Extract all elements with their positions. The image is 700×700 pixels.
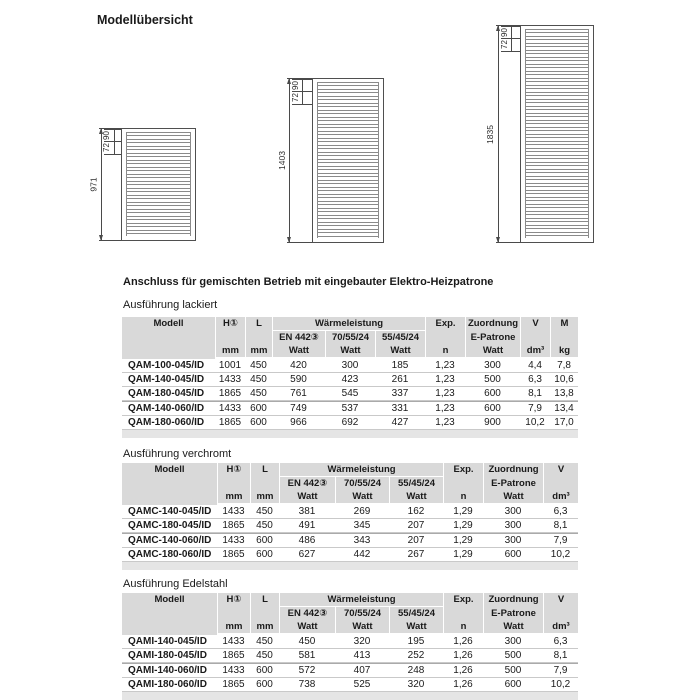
radiator-tubes — [525, 29, 589, 238]
model-cell: QAMI-180-060/ID — [122, 678, 217, 692]
table-title-verchromt: Ausführung verchromt — [123, 448, 232, 460]
unit-watt: Watt — [279, 620, 335, 635]
value-cell: 581 — [279, 649, 335, 663]
value-cell: 1,29 — [443, 519, 483, 533]
unit-mm: mm — [250, 490, 279, 505]
value-cell: 345 — [335, 519, 389, 533]
table-header — [122, 463, 578, 505]
table-title-edelstahl: Ausführung Edelstahl — [123, 578, 228, 590]
value-cell: 600 — [245, 401, 272, 416]
value-cell: 450 — [245, 359, 272, 373]
dimension-tick — [501, 51, 520, 52]
value-cell: 1,23 — [425, 359, 465, 373]
col-header-705524: 70/55/24 — [335, 607, 389, 620]
unit-n: n — [443, 620, 483, 635]
height-dimension-line — [498, 25, 499, 243]
table-row — [122, 359, 578, 373]
value-cell: 427 — [375, 416, 425, 430]
sub-dimension-line — [511, 26, 512, 52]
spec-table-verchromt — [122, 463, 578, 570]
value-cell: 413 — [335, 649, 389, 663]
footer-band — [122, 562, 578, 570]
value-cell: 7,9 — [543, 663, 578, 678]
value-cell: 1,26 — [443, 635, 483, 649]
col-header-waermeleistung: Wärmeleistung — [272, 317, 425, 331]
arrow-down-icon — [99, 235, 103, 241]
dimension-tick — [501, 38, 520, 39]
dim-90-label: 90 — [290, 81, 300, 90]
value-cell: 207 — [389, 533, 443, 548]
dimension-tick — [104, 141, 121, 142]
col-header-zuordnung: Zuordnung — [483, 593, 543, 607]
value-cell: 8,1 — [543, 649, 578, 663]
value-cell: 207 — [389, 519, 443, 533]
value-cell: 500 — [465, 373, 520, 387]
value-cell: 1865 — [217, 519, 250, 533]
value-cell: 600 — [250, 663, 279, 678]
value-cell: 420 — [272, 359, 325, 373]
section-heading: Anschluss für gemischten Betrieb mit eingebauter Elektro-Heizpatrone — [123, 276, 494, 288]
value-cell: 248 — [389, 663, 443, 678]
value-cell: 261 — [375, 373, 425, 387]
value-cell: 761 — [272, 387, 325, 401]
col-header-h: H① — [217, 463, 250, 490]
footer-band — [122, 692, 578, 700]
col-header-h: H① — [217, 593, 250, 620]
value-cell: 300 — [483, 519, 543, 533]
value-cell: 10,2 — [520, 416, 550, 430]
unit-watt: Watt — [335, 490, 389, 505]
value-cell: 195 — [389, 635, 443, 649]
col-header-waermeleistung: Wärmeleistung — [279, 463, 443, 477]
value-cell: 1865 — [217, 649, 250, 663]
unit-dm3: dm³ — [543, 490, 578, 505]
value-cell: 185 — [375, 359, 425, 373]
sub-dimension-line — [114, 129, 115, 155]
dim-height-label: 1835 — [484, 125, 495, 144]
value-cell: 749 — [272, 401, 325, 416]
unit-dm3: dm³ — [543, 620, 578, 635]
footer-band — [122, 430, 578, 438]
value-cell: 1,23 — [425, 373, 465, 387]
radiator-body — [520, 25, 594, 243]
value-cell: 13,4 — [550, 401, 578, 416]
col-header-554524: 55/45/24 — [389, 477, 443, 490]
value-cell: 8,1 — [543, 519, 578, 533]
value-cell: 343 — [335, 533, 389, 548]
value-cell: 7,9 — [543, 533, 578, 548]
value-cell: 738 — [279, 678, 335, 692]
value-cell: 300 — [325, 359, 375, 373]
value-cell: 320 — [335, 635, 389, 649]
value-cell: 900 — [465, 416, 520, 430]
value-cell: 600 — [250, 533, 279, 548]
model-cell: QAMC-180-045/ID — [122, 519, 217, 533]
col-header-modell: Modell — [122, 463, 217, 505]
col-header-l: L — [245, 317, 272, 344]
value-cell: 590 — [272, 373, 325, 387]
unit-mm: mm — [217, 620, 250, 635]
value-cell: 537 — [325, 401, 375, 416]
col-header-epatrone: E-Patrone — [483, 607, 543, 620]
value-cell: 267 — [389, 548, 443, 562]
col-header-exp: Exp. — [443, 593, 483, 620]
unit-kg: kg — [550, 344, 578, 359]
value-cell: 7,8 — [550, 359, 578, 373]
col-header-705524: 70/55/24 — [335, 477, 389, 490]
value-cell: 7,9 — [520, 401, 550, 416]
col-header-exp: Exp. — [425, 317, 465, 344]
value-cell: 442 — [335, 548, 389, 562]
value-cell: 17,0 — [550, 416, 578, 430]
value-cell: 381 — [279, 505, 335, 519]
col-header-en442: EN 442③ — [279, 477, 335, 490]
value-cell: 1,23 — [425, 401, 465, 416]
unit-mm: mm — [245, 344, 272, 359]
value-cell: 407 — [335, 663, 389, 678]
model-cell: QAM-140-060/ID — [122, 401, 215, 416]
value-cell: 1,26 — [443, 663, 483, 678]
value-cell: 450 — [279, 635, 335, 649]
unit-watt: Watt — [389, 490, 443, 505]
value-cell: 450 — [250, 505, 279, 519]
dimension-tick — [104, 154, 121, 155]
col-header-waermeleistung: Wärmeleistung — [279, 593, 443, 607]
dim-72-label: 72 — [101, 143, 111, 152]
table-row — [122, 663, 578, 678]
table-row — [122, 533, 578, 548]
col-header-exp: Exp. — [443, 463, 483, 490]
page-title: Modellübersicht — [97, 13, 193, 27]
model-cell: QAMC-140-060/ID — [122, 533, 217, 548]
value-cell: 10,2 — [543, 548, 578, 562]
model-cell: QAM-140-045/ID — [122, 373, 215, 387]
unit-watt: Watt — [375, 344, 425, 359]
value-cell: 1,26 — [443, 678, 483, 692]
col-header-v: V — [520, 317, 550, 344]
model-cell: QAMI-140-060/ID — [122, 663, 217, 678]
value-cell: 692 — [325, 416, 375, 430]
unit-n: n — [425, 344, 465, 359]
arrow-down-icon — [287, 237, 291, 243]
col-header-epatrone: E-Patrone — [483, 477, 543, 490]
col-header-v: V — [543, 463, 578, 490]
col-header-554524: 55/45/24 — [375, 331, 425, 344]
radiator-tubes — [126, 132, 191, 236]
value-cell: 1865 — [215, 387, 245, 401]
col-header-modell: Modell — [122, 317, 215, 359]
model-cell: QAM-100-045/ID — [122, 359, 215, 373]
col-header-l: L — [250, 593, 279, 620]
value-cell: 525 — [335, 678, 389, 692]
value-cell: 500 — [483, 649, 543, 663]
value-cell: 486 — [279, 533, 335, 548]
value-cell: 600 — [483, 548, 543, 562]
value-cell: 491 — [279, 519, 335, 533]
table-row — [122, 649, 578, 663]
value-cell: 300 — [483, 505, 543, 519]
value-cell: 331 — [375, 401, 425, 416]
value-cell: 1001 — [215, 359, 245, 373]
value-cell: 600 — [465, 401, 520, 416]
dim-90-label: 90 — [101, 131, 111, 140]
unit-watt: Watt — [465, 344, 520, 359]
table-row — [122, 519, 578, 533]
value-cell: 1,29 — [443, 505, 483, 519]
table-row — [122, 401, 578, 416]
table-header — [122, 317, 578, 359]
dim-height-label: 971 — [88, 177, 99, 192]
unit-watt: Watt — [389, 620, 443, 635]
unit-mm: mm — [250, 620, 279, 635]
table-title-lackiert: Ausführung lackiert — [123, 299, 218, 311]
col-header-zuordnung: Zuordnung — [483, 463, 543, 477]
unit-watt: Watt — [325, 344, 375, 359]
value-cell: 300 — [483, 635, 543, 649]
model-cell: QAM-180-045/ID — [122, 387, 215, 401]
sub-dimension-line — [302, 79, 303, 105]
model-cell: QAMI-140-045/ID — [122, 635, 217, 649]
table-header — [122, 593, 578, 635]
dimension-tick — [292, 104, 312, 105]
value-cell: 6,3 — [520, 373, 550, 387]
value-cell: 450 — [245, 387, 272, 401]
value-cell: 320 — [389, 678, 443, 692]
value-cell: 450 — [245, 373, 272, 387]
table-footer-band — [122, 562, 578, 570]
table-footer-band — [122, 692, 578, 700]
value-cell: 1,29 — [443, 533, 483, 548]
table-row — [122, 505, 578, 519]
col-header-h: H① — [215, 317, 245, 344]
value-cell: 6,3 — [543, 635, 578, 649]
unit-watt: Watt — [279, 490, 335, 505]
col-header-modell: Modell — [122, 593, 217, 635]
value-cell: 450 — [250, 635, 279, 649]
dimension-tick — [292, 91, 312, 92]
unit-mm: mm — [215, 344, 245, 359]
radiator-body — [121, 128, 196, 241]
value-cell: 1,23 — [425, 416, 465, 430]
model-cell: QAMC-140-045/ID — [122, 505, 217, 519]
unit-watt: Watt — [483, 620, 543, 635]
arrow-down-icon — [496, 237, 500, 243]
col-header-en442: EN 442③ — [279, 607, 335, 620]
value-cell: 337 — [375, 387, 425, 401]
value-cell: 162 — [389, 505, 443, 519]
table-row — [122, 373, 578, 387]
value-cell: 1433 — [215, 373, 245, 387]
spec-table-edelstahl — [122, 593, 578, 700]
value-cell: 1865 — [217, 678, 250, 692]
model-cell: QAMC-180-060/ID — [122, 548, 217, 562]
value-cell: 966 — [272, 416, 325, 430]
table-footer-band — [122, 430, 578, 438]
unit-dm3: dm³ — [520, 344, 550, 359]
value-cell: 600 — [250, 678, 279, 692]
dimension-tick — [104, 129, 121, 130]
radiator-body — [312, 78, 384, 243]
dim-90-label: 90 — [499, 28, 509, 37]
value-cell: 1433 — [215, 401, 245, 416]
value-cell: 600 — [250, 548, 279, 562]
col-header-705524: 70/55/24 — [325, 331, 375, 344]
unit-mm: mm — [217, 490, 250, 505]
value-cell: 1,26 — [443, 649, 483, 663]
unit-watt: Watt — [483, 490, 543, 505]
col-header-zuordnung: Zuordnung — [465, 317, 520, 331]
value-cell: 1433 — [217, 635, 250, 649]
value-cell: 1433 — [217, 663, 250, 678]
value-cell: 600 — [245, 416, 272, 430]
value-cell: 600 — [483, 678, 543, 692]
value-cell: 10,6 — [550, 373, 578, 387]
value-cell: 572 — [279, 663, 335, 678]
radiator-tubes — [317, 82, 379, 238]
spec-table-lackiert — [122, 317, 578, 438]
table-row — [122, 416, 578, 430]
dim-72-label: 72 — [290, 93, 300, 102]
table-row — [122, 548, 578, 562]
value-cell: 545 — [325, 387, 375, 401]
col-header-v: V — [543, 593, 578, 620]
value-cell: 4,4 — [520, 359, 550, 373]
col-header-m: M — [550, 317, 578, 344]
model-cell: QAM-180-060/ID — [122, 416, 215, 430]
value-cell: 1865 — [215, 416, 245, 430]
value-cell: 252 — [389, 649, 443, 663]
unit-watt: Watt — [335, 620, 389, 635]
table-row — [122, 635, 578, 649]
value-cell: 1865 — [217, 548, 250, 562]
table-row — [122, 678, 578, 692]
dim-72-label: 72 — [499, 40, 509, 49]
col-header-l: L — [250, 463, 279, 490]
value-cell: 450 — [250, 519, 279, 533]
value-cell: 1,29 — [443, 548, 483, 562]
unit-watt: Watt — [272, 344, 325, 359]
value-cell: 300 — [465, 359, 520, 373]
value-cell: 1433 — [217, 533, 250, 548]
value-cell: 300 — [483, 533, 543, 548]
dimension-tick — [292, 79, 312, 80]
col-header-en442: EN 442③ — [272, 331, 325, 344]
value-cell: 13,8 — [550, 387, 578, 401]
value-cell: 600 — [465, 387, 520, 401]
dim-height-label: 1403 — [276, 151, 287, 170]
value-cell: 1433 — [217, 505, 250, 519]
value-cell: 627 — [279, 548, 335, 562]
value-cell: 6,3 — [543, 505, 578, 519]
unit-n: n — [443, 490, 483, 505]
height-dimension-line — [289, 78, 290, 243]
col-header-epatrone: E-Patrone — [465, 331, 520, 344]
dimension-tick — [501, 26, 520, 27]
table-row — [122, 387, 578, 401]
value-cell: 1,23 — [425, 387, 465, 401]
value-cell: 423 — [325, 373, 375, 387]
value-cell: 500 — [483, 663, 543, 678]
value-cell: 10,2 — [543, 678, 578, 692]
value-cell: 269 — [335, 505, 389, 519]
model-cell: QAMI-180-045/ID — [122, 649, 217, 663]
value-cell: 8,1 — [520, 387, 550, 401]
value-cell: 450 — [250, 649, 279, 663]
col-header-554524: 55/45/24 — [389, 607, 443, 620]
